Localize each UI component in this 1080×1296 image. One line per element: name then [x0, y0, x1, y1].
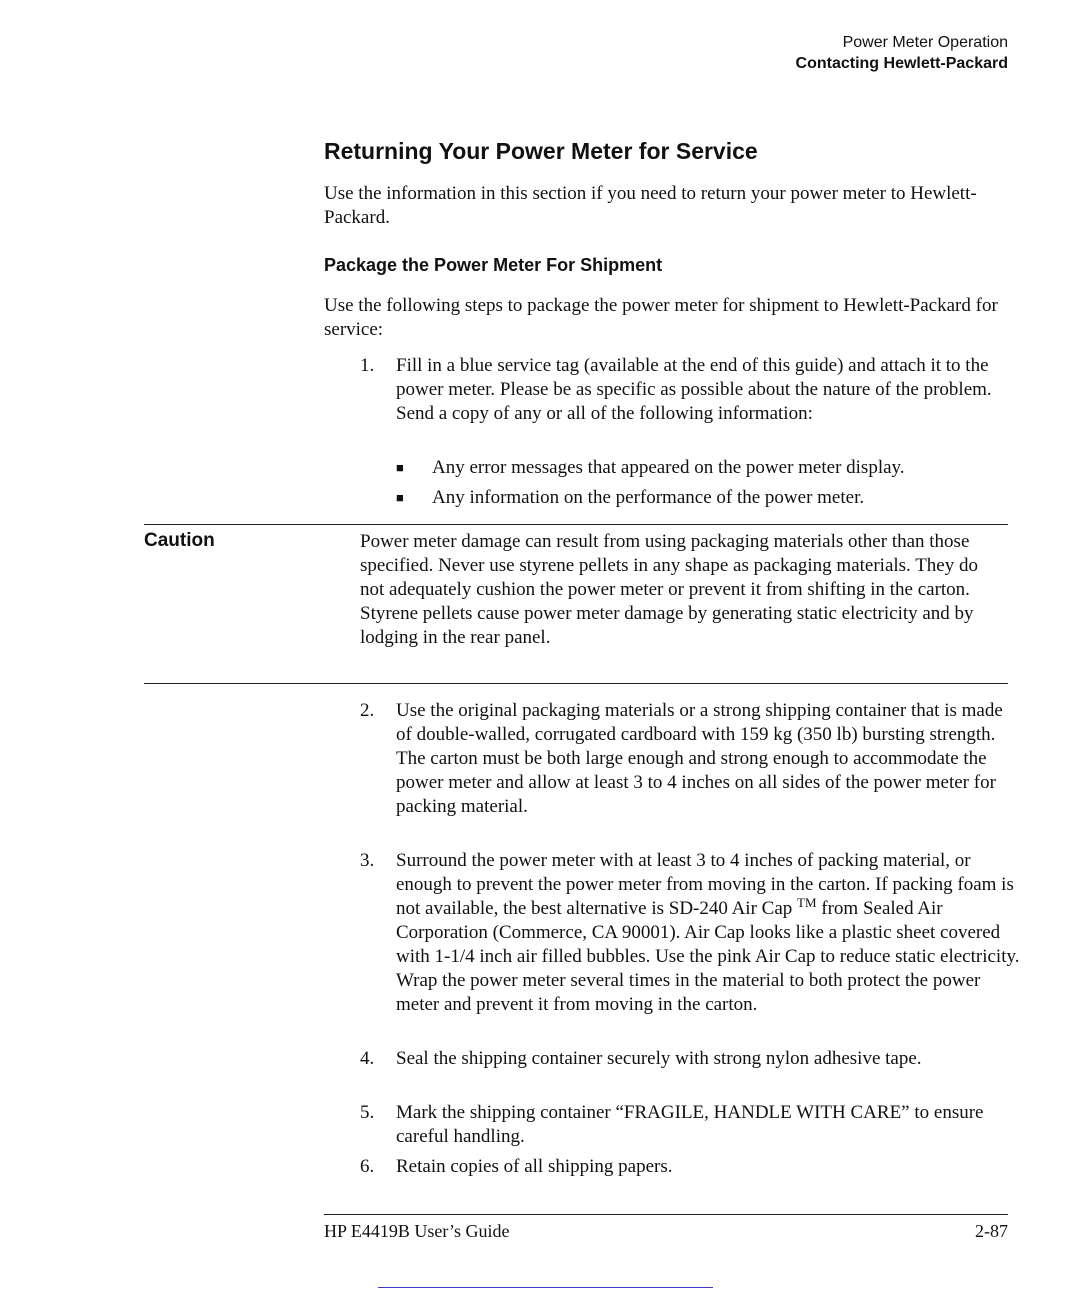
page-title: Returning Your Power Meter for Service [324, 138, 758, 164]
step-2 [360, 699, 1020, 819]
square-bullet-icon: ■ [396, 460, 404, 475]
step-number: 3. [360, 850, 375, 871]
step-1 [360, 354, 1020, 426]
bullet-text: Any error messages that appeared on the power meter display. [432, 457, 905, 478]
step-text: Retain copies of all shipping papers. [396, 1156, 673, 1177]
bullet-item-1 [396, 456, 1016, 480]
section-title-header: Contacting Hewlett-Packard [795, 55, 1008, 72]
step-number: 1. [360, 355, 375, 376]
step-text: Fill in a blue service tag (available at the end of this guide) and attach it to the power meter. Please be as specific as possible about the nature of the problem. Send a copy of any or all of the following information: [396, 355, 992, 424]
step-number: 5. [360, 1102, 375, 1123]
step-4 [360, 1047, 1020, 1071]
steps-intro-paragraph: Use the following steps to package the power meter for shipment to Hewlett-Packard for service: [324, 295, 998, 340]
chapter-title: Power Meter Operation [842, 34, 1008, 51]
footer-page-number: 2-87 [975, 1221, 1008, 1241]
subheading: Package the Power Meter For Shipment [324, 255, 663, 275]
caution-label: Caution [144, 530, 215, 551]
step-text: Mark the shipping container “FRAGILE, HANDLE WITH CARE” to ensure careful handling. [396, 1102, 984, 1147]
square-bullet-icon: ■ [396, 490, 404, 505]
step-text-part-1: Surround the power meter with at least 3 to 4 inches of packing material, or enough to prevent the power meter from moving in the carton. If packing foam is not available, the best alternative is SD-240 Air Cap [396, 850, 1014, 919]
link-underline[interactable] [378, 1287, 713, 1288]
step-text-part-2: from Sealed Air Corporation (Commerce, CA 90001). Air Cap looks like a plastic sheet covered with 1-1/4 inch air filled bubbles. Use the pink Air Cap to reduce static electricity. Wrap the power meter several times in the material to both protect the power meter and prevent it from moving in the carton. [396, 898, 1020, 1015]
step-text [396, 849, 1020, 1017]
running-header [796, 32, 1008, 74]
caution-top-rule [144, 524, 1008, 525]
step-text: Use the original packaging materials or a strong shipping container that is made of double-walled, corrugated cardboard with 159 kg (350 lb) bursting strength. The carton must be both large enough and strong enough to accommodate the power meter and allow at least 3 to 4 inches on all sides of the power meter for packing material. [396, 700, 1003, 817]
step-number: 2. [360, 700, 375, 721]
step-number: 6. [360, 1156, 375, 1177]
step-3 [360, 849, 1020, 1017]
step-number: 4. [360, 1048, 375, 1069]
footer-guide-title: HP E4419B User’s Guide [324, 1221, 510, 1241]
caution-text: Power meter damage can result from using packaging materials other than those specified. Never use styrene pellets in any shape as packaging materials. They do not adequately cushion the power meter or prevent it from shifting in the carton. Styrene pellets cause power meter damage by generating static electricity and by lodging in the rear panel. [360, 531, 978, 648]
caution-bottom-rule [144, 683, 1008, 684]
bullet-item-2 [396, 486, 1016, 510]
footer-rule [324, 1214, 1008, 1215]
trademark-mark: TM [797, 895, 817, 910]
bullet-text: Any information on the performance of the power meter. [432, 487, 865, 508]
intro-paragraph: Use the information in this section if you need to return your power meter to Hewlett-Packard. [324, 183, 977, 228]
step-6 [360, 1155, 1020, 1179]
step-5 [360, 1101, 1020, 1149]
step-text: Seal the shipping container securely with strong nylon adhesive tape. [396, 1048, 922, 1069]
